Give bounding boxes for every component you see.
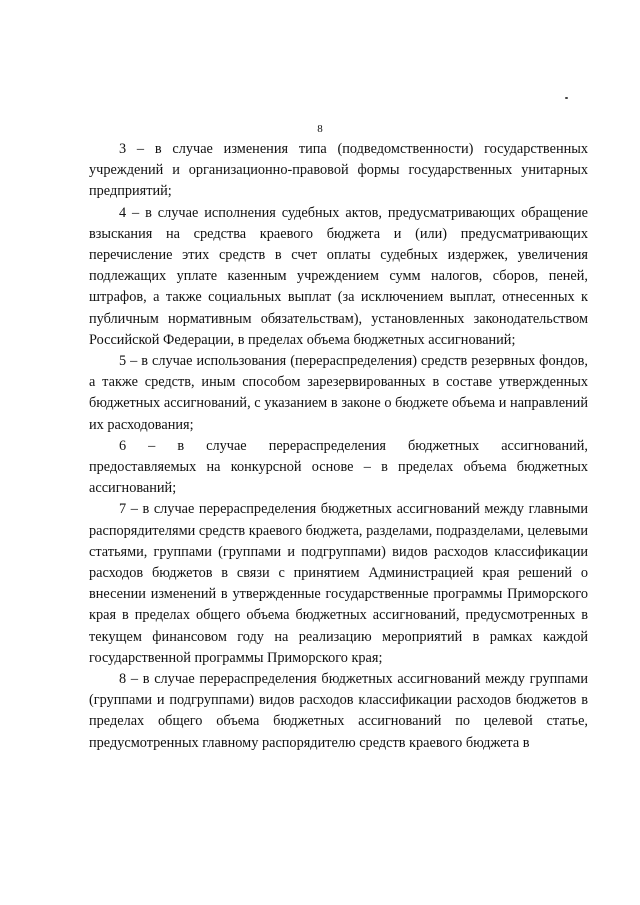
paragraph-item-3: 3 – в случае изменения типа (подведомственности) государственных учреждений и организационно-правовой формы государственных унитарных предприятий;: [89, 141, 588, 200]
paragraph-item-5: 5 – в случае использования (перераспределения) средств резервных фондов, а также средств, иным способом зарезервированных в составе утвержденных бюджетных ассигнований, с указанием в законе о бюджете объема и направлений их расходования;: [89, 353, 588, 433]
document-body: [89, 139, 588, 754]
paragraph-item-6: 6 – в случае перераспределения бюджетных ассигнований, предоставляемых на конкурсной основе – в пределах объема бюджетных ассигнований;: [89, 437, 588, 497]
scan-speck: [565, 97, 568, 99]
paragraph-item-7: 7 – в случае перераспределения бюджетных ассигнований между главными распорядителями средств краевого бюджета, разделами, подразделами, целевыми статьями, группами (группами и подгруппами) видов расходов классификации расходов бюджетов в связи с принятием Администрацией края решений о внесении изменений в утвержденные государственные программы Приморского края в пределах общего объема бюджетных ассигнований, предусмотренных в текущем финансовом году на реализацию мероприятий в рамках каждой государственной программы Приморского края;: [89, 501, 588, 666]
paragraph-item-4: 4 – в случае исполнения судебных актов, предусматривающих обращение взыскания на средства краевого бюджета и (или) предусматривающих перечисление этих средств в счет оплаты судебных издержек, увеличения подлежащих уплате казенным учреждением сумм налогов, сборов, пеней, штрафов, а также социальных выплат (за исключением выплат, отнесенных к публичным нормативным обязательствам), установленных законодательством Российской Федерации, в пределах объема бюджетных ассигнований;: [89, 204, 588, 348]
paragraph-item-8: 8 – в случае перераспределения бюджетных ассигнований между группами (группами и подгруппами) видов расходов классификации расходов бюджетов в пределах общего объема бюджетных ассигнований по целевой статье, предусмотренных главному распорядителю средств краевого бюджета в: [89, 671, 588, 751]
page-number: 8: [317, 123, 323, 135]
